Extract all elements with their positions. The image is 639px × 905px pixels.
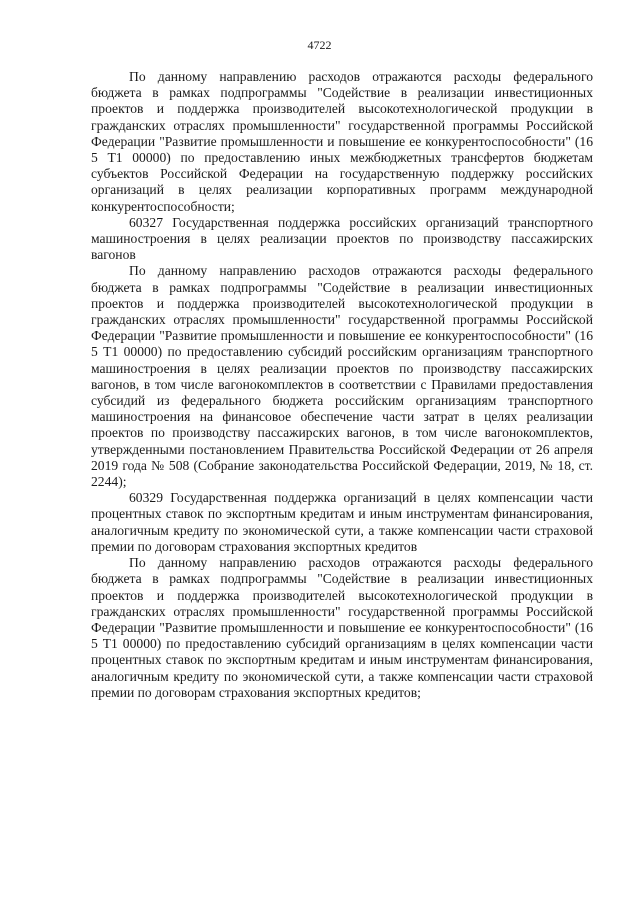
- paragraph-2-item-60327: 60327 Государственная поддержка российских организаций транспортного машиностроения в целях реализации проектов по производству пассажирских вагонов: [91, 214, 593, 263]
- paragraph-3: По данному направлению расходов отражаются расходы федерального бюджета в рамках подпрограммы "Содействие в реализации инвестиционных проектов и поддержка производителей высокотехнологической продукции в гражданских отраслях промышленности" государственной программы Российской Федерации "Развитие промышленности и повышение ее конкурентоспособности" (16 5 Т1 00000) по предоставлению субсидий российским организациям транспортного машиностроения в целях реализации проектов по производству пассажирских вагонов, в том числе вагонокомплектов в соответствии с Правилами предоставления субсидий из федерального бюджета российским организациям транспортного машиностроения на финансовое обеспечение части затрат в целях реализации проектов по производству пассажирских вагонов, в том числе вагонокомплектов, утвержденными постановлением Правительства Российской Федерации от 26 апреля 2019 года № 508 (Собрание законодательства Российской Федерации, 2019, № 18, ст. 2244);: [91, 263, 593, 490]
- document-body: [91, 69, 593, 701]
- paragraph-4-item-60329: 60329 Государственная поддержка организаций в целях компенсации части процентных ставок по экспортным кредитам и иным инструментам финансирования, аналогичным кредиту по экономической сути, а также компенсации части страховой премии по договорам страхования экспортных кредитов: [91, 490, 593, 554]
- page-number: 4722: [307, 38, 332, 52]
- paragraph-5: По данному направлению расходов отражаются расходы федерального бюджета в рамках подпрограммы "Содействие в реализации инвестиционных проектов и поддержка производителей высокотехнологической продукции в гражданских отраслях промышленности" государственной программы Российской Федерации "Развитие промышленности и повышение ее конкурентоспособности" (16 5 Т1 00000) по предоставлению субсидий организациям в целях компенсации части процентных ставок по экспортным кредитам и иным инструментам финансирования, аналогичным кредиту по экономической сути, а также компенсации части страховой премии по договорам страхования экспортных кредитов;: [91, 555, 593, 700]
- paragraph-1: По данному направлению расходов отражаются расходы федерального бюджета в рамках подпрограммы "Содействие в реализации инвестиционных проектов и поддержка производителей высокотехнологической продукции в гражданских отраслях промышленности" государственной программы Российской Федерации "Развитие промышленности и повышение ее конкурентоспособности" (16 5 Т1 00000) по предоставлению иных межбюджетных трансфертов бюджетам субъектов Российской Федерации на государственную поддержку российских организаций в целях реализации корпоративных программ международной конкурентоспособности;: [91, 69, 593, 214]
